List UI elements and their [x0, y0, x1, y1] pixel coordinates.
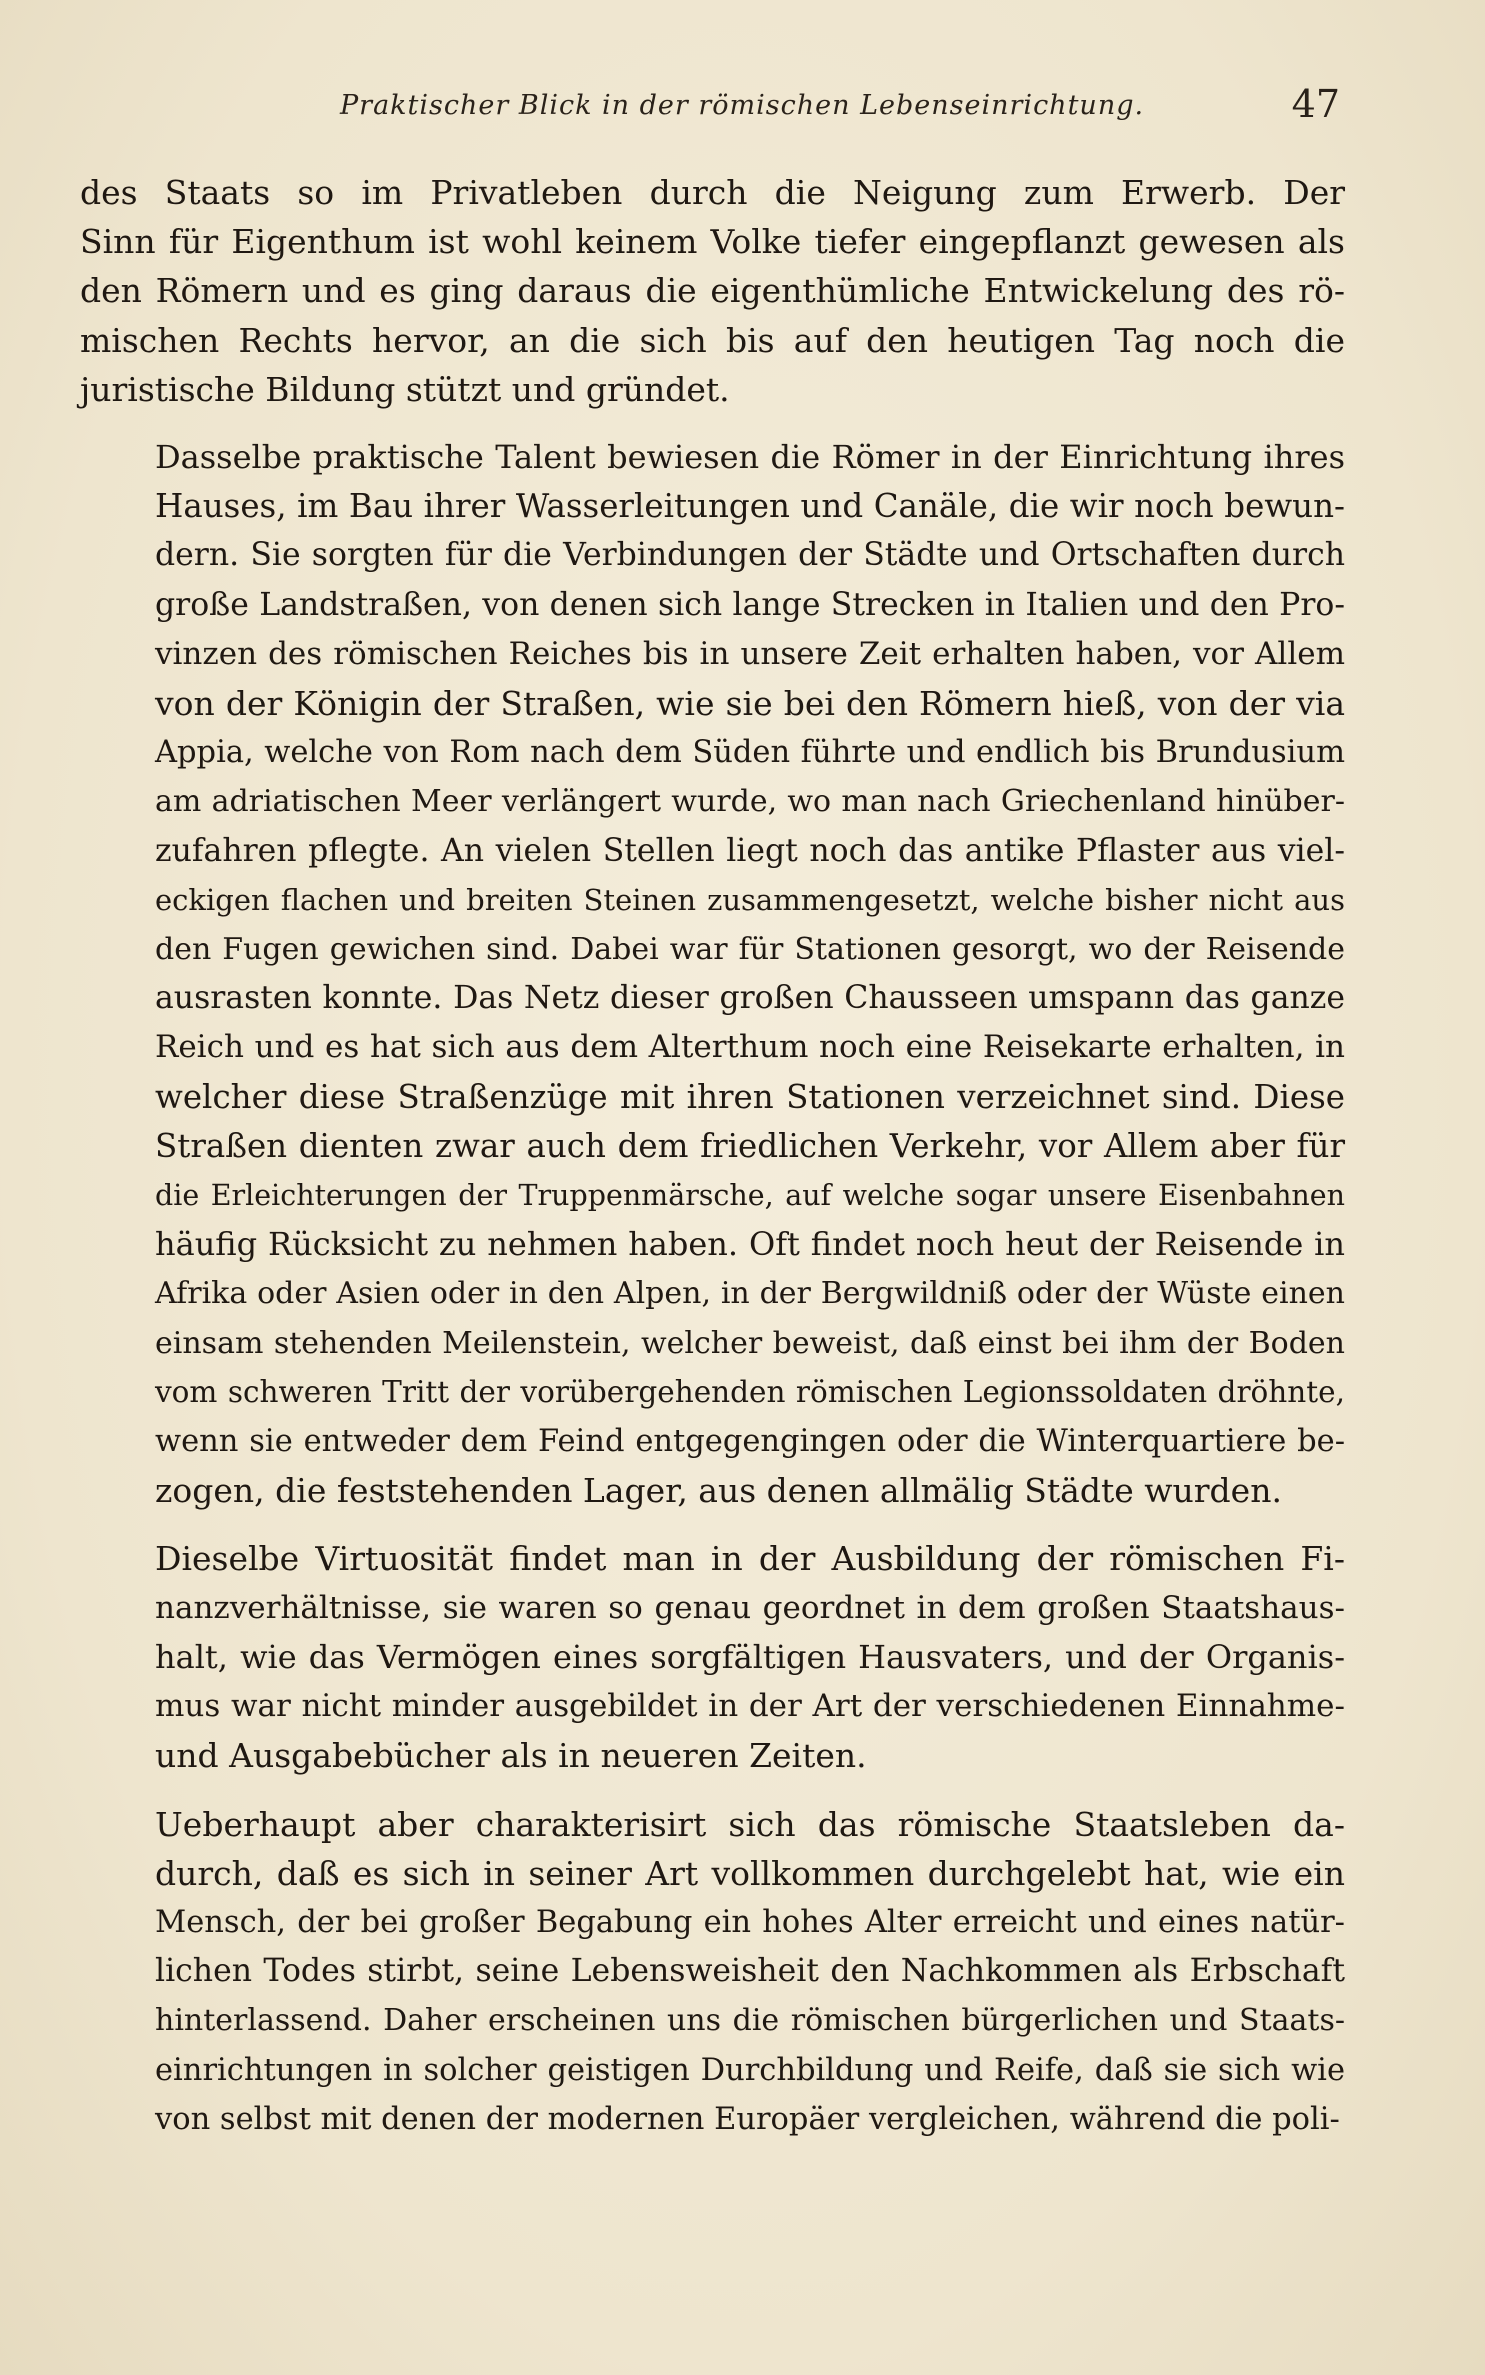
text-line: lichen Todes stirbt, seine Lebensweisheit den Nachkommen als Erbschaft [155, 1953, 1345, 1990]
text-line: des Staats so im Privatleben durch die Neigung zum Erwerb. Der [80, 173, 1345, 212]
text-line: Appia, welche von Rom nach dem Süden führte und endlich bis Brundusium [155, 735, 1345, 771]
text-line: eckigen flachen und breiten Steinen zusammengesetzt, welche bisher nicht aus [155, 882, 1345, 917]
text-line: und Ausgabebücher als in neueren Zeiten. [155, 1736, 867, 1776]
body-text [80, 168, 1345, 2163]
page-number: 47 [1291, 82, 1340, 126]
text-line: häufig Rücksicht zu nehmen haben. Oft findet noch heut der Reisende in [155, 1225, 1345, 1264]
text-line: Mensch, der bei großer Begabung ein hohes Alter erreicht und eines natür- [155, 1904, 1345, 1940]
text-line: durch, daß es sich in seiner Art vollkommen durchgelebt hat, wie ein [155, 1853, 1345, 1893]
page-header [80, 82, 1340, 132]
text-line: von selbst mit denen der modernen Europäer vergleichen, während die poli- [155, 2101, 1340, 2137]
text-line: halt, wie das Vermögen eines sorgfältigen Hausvaters, und der Organis- [155, 1637, 1345, 1676]
text-line: zufahren pflegte. An vielen Stellen liegt noch das antike Pflaster aus viel- [155, 832, 1345, 869]
text-line: am adriatischen Meer verlängert wurde, wo man nach Griechenland hinüber- [155, 784, 1345, 820]
text-line: die Erleichterungen der Truppenmärsche, auf welche sogar unsere Eisenbahnen [155, 1179, 1345, 1213]
text-line: vom schweren Tritt der vorübergehenden römischen Legionssoldaten dröhnte, [155, 1374, 1345, 1409]
text-line: hinterlassend. Daher erscheinen uns die römischen bürgerlichen und Staats- [155, 2003, 1345, 2039]
text-line: große Landstraßen, von denen sich lange Strecken in Italien und den Pro- [155, 586, 1345, 623]
text-line: wenn sie entweder dem Feind entgegengingen oder die Winterquartiere be- [155, 1424, 1345, 1460]
text-line: Straßen dienten zwar auch dem friedlichen Verkehr, vor Allem aber für [155, 1126, 1345, 1165]
text-line: den Fugen gewichen sind. Dabei war für Stationen gesorgt, wo der Reisende [155, 932, 1345, 968]
text-line: welcher diese Straßenzüge mit ihren Stationen verzeichnet sind. Diese [155, 1077, 1345, 1116]
text-line: Reich und es hat sich aus dem Alterthum noch eine Reisekarte erhalten, in [155, 1029, 1345, 1066]
text-line: Dieselbe Virtuosität findet man in der Ausbildung der römischen Fi- [155, 1539, 1345, 1579]
text-line: einsam stehenden Meilenstein, welcher beweist, daß einst bei ihm der Boden [155, 1325, 1345, 1361]
text-line: zogen, die feststehenden Lager, aus denen allmälig Städte wurden. [155, 1471, 1282, 1511]
text-line: mus war nicht minder ausgebildet in der Art der verschiedenen Einnahme- [155, 1688, 1345, 1725]
text-line: Dasselbe praktische Talent bewiesen die Römer in der Einrichtung ihres [155, 438, 1345, 477]
text-line: juristische Bildung stützt und gründet. [80, 369, 730, 409]
text-line: Hauses, im Bau ihrer Wasserleitungen und Canäle, die wir noch bewun- [155, 487, 1345, 526]
text-line: ausrasten konnte. Das Netz dieser großen Chausseen umspann das ganze [155, 980, 1345, 1017]
text-line: vinzen des römischen Reiches bis in unsere Zeit erhalten haben, vor Allem [155, 635, 1345, 672]
text-line: den Römern und es ging daraus die eigenthümliche Entwickelung des rö- [80, 271, 1345, 311]
paragraph [80, 433, 1345, 1515]
paragraph [80, 1534, 1345, 1780]
text-line: einrichtungen in solcher geistigen Durchbildung und Reife, daß sie sich wie [155, 2052, 1345, 2088]
text-line: Ueberhaupt aber charakterisirt sich das römische Staatsleben da- [155, 1804, 1345, 1844]
text-line: Afrika oder Asien oder in den Alpen, in der Bergwildniß oder der Wüste einen [155, 1276, 1345, 1312]
text-line: nanzverhältnisse, sie waren so genau geordnet in dem großen Staatshaus- [155, 1589, 1345, 1626]
text-line: Sinn für Eigenthum ist wohl keinem Volke tiefer eingepflanzt gewesen als [80, 222, 1345, 262]
text-line: dern. Sie sorgten für die Verbindungen der Städte und Ortschaften durch [155, 537, 1345, 574]
running-head: Praktischer Blick in der römischen Lebenseinrichtung. [340, 90, 1145, 121]
text-line: von der Königin der Straßen, wie sie bei den Römern hieß, von der via [155, 684, 1345, 724]
paragraph [80, 168, 1345, 414]
text-line: mischen Rechts hervor, an die sich bis auf den heutigen Tag noch die [80, 320, 1345, 360]
paragraph [80, 1800, 1345, 2144]
